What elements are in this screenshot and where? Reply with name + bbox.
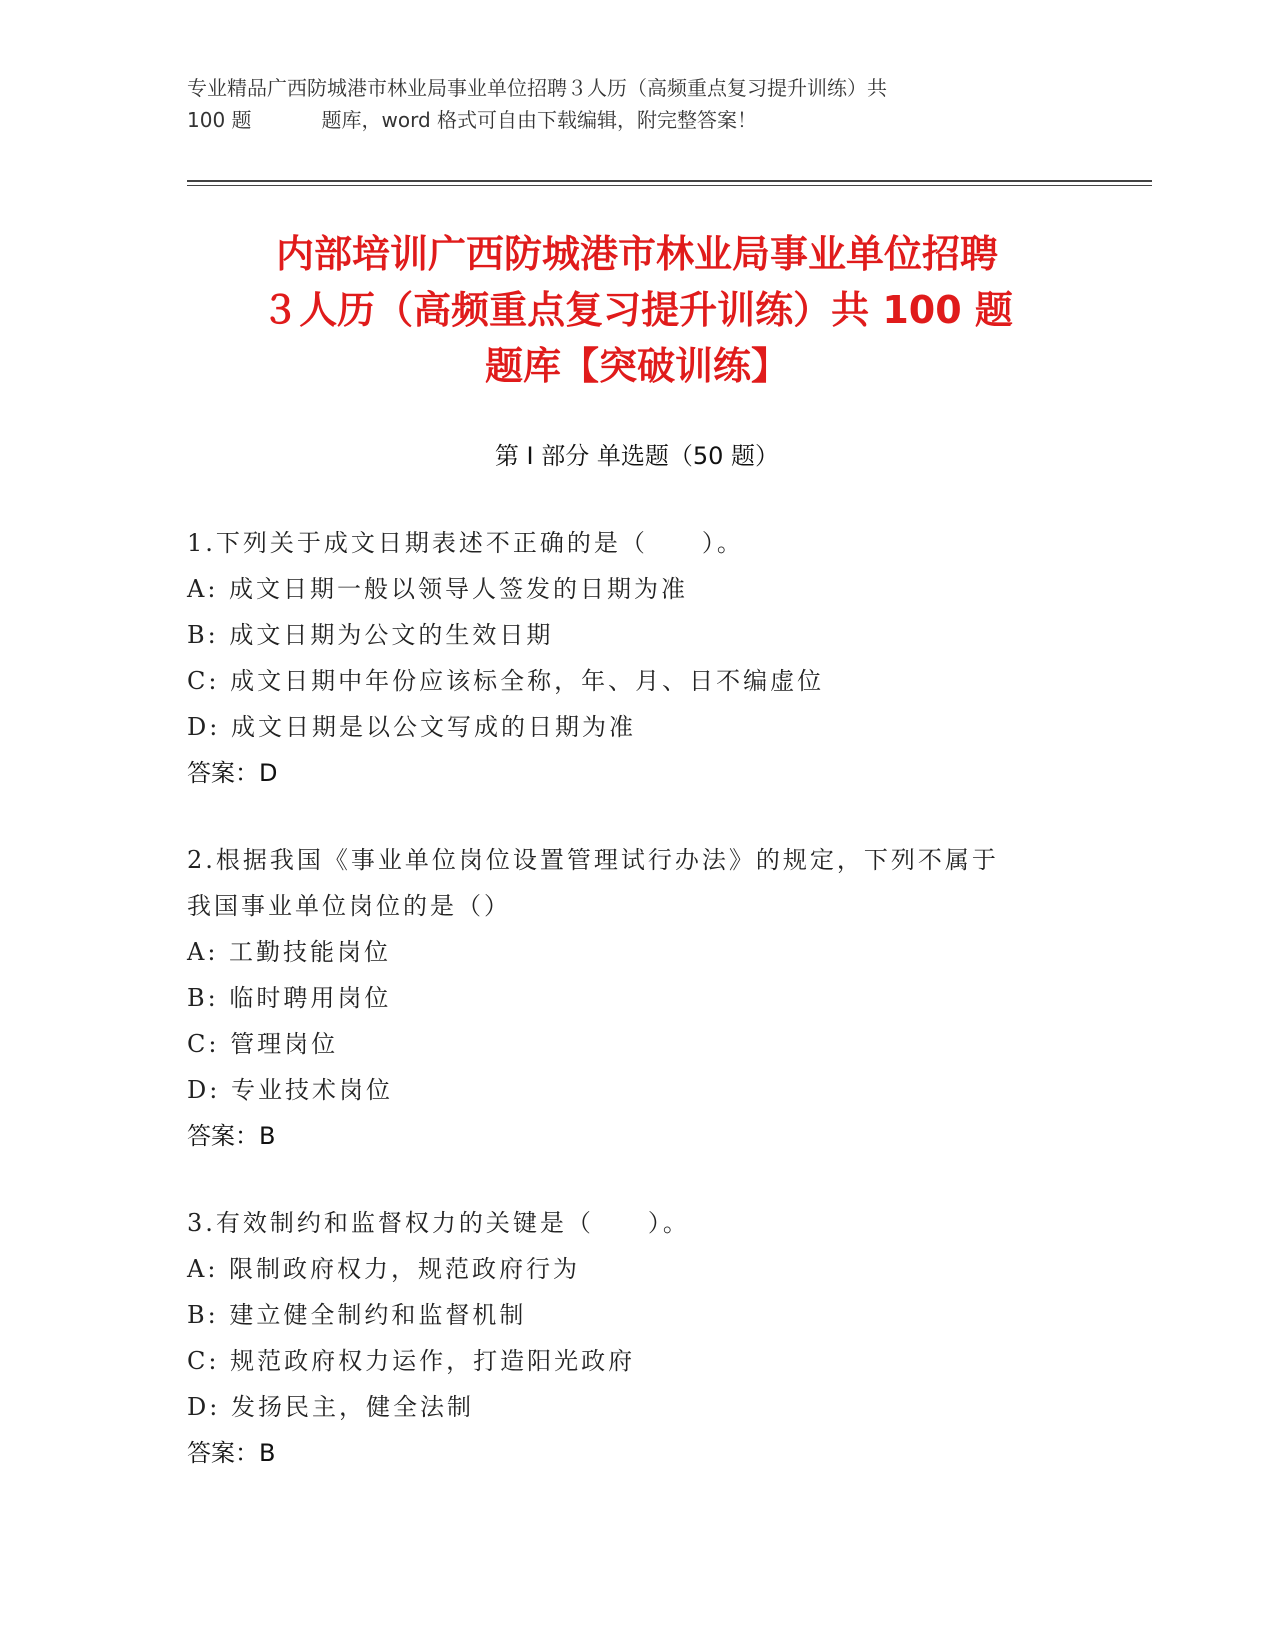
header-divider-thin (187, 185, 1152, 186)
option-b: B: 建立健全制约和监督机制 (187, 1301, 527, 1329)
question-2 (187, 837, 1087, 1159)
header-divider-thick (187, 180, 1152, 182)
answer: 答案：B (187, 1439, 276, 1467)
question-stem: 3.有效制约和监督权力的关键是（ ）。 (187, 1209, 690, 1237)
document-title-line2: ３人历（高频重点复习提升训练）共 100 题 (261, 288, 1013, 332)
document-title (187, 226, 1087, 394)
answer: 答案：B (187, 1122, 276, 1150)
question-stem: 2.根据我国《事业单位岗位设置管理试行办法》的规定，下列不属于 (187, 846, 999, 874)
option-d: D: 成文日期是以公文写成的日期为准 (187, 713, 636, 741)
answer: 答案：D (187, 759, 278, 787)
header-note-line2 (187, 104, 1087, 136)
option-c: C: 管理岗位 (187, 1030, 339, 1058)
question-stem: 1.下列关于成文日期表述不正确的是（ ）。 (187, 529, 744, 557)
option-a: A: 工勤技能岗位 (187, 938, 392, 966)
question-3 (187, 1200, 1087, 1476)
option-c: C: 规范政府权力运作，打造阳光政府 (187, 1347, 636, 1375)
option-b: B: 成文日期为公文的生效日期 (187, 621, 554, 649)
header-note-count: 100 题 (187, 108, 252, 132)
header-note-description: 题库，word 格式可自由下载编辑，附完整答案！ (321, 108, 758, 132)
option-c: C: 成文日期中年份应该标全称，年、月、日不编虚位 (187, 667, 825, 695)
question-1 (187, 520, 1087, 796)
header-note (187, 72, 1087, 136)
question-stem-continued: 我国事业单位岗位的是（） (187, 892, 511, 920)
document-title-line3: 题库【突破训练】 (484, 344, 789, 388)
document-title-line1: 内部培训广西防城港市林业局事业单位招聘 (275, 232, 998, 276)
option-b: B: 临时聘用岗位 (187, 984, 392, 1012)
header-note-line1: 专业精品广西防城港市林业局事业单位招聘３人历（高频重点复习提升训练）共 (187, 76, 887, 100)
option-a: A: 限制政府权力，规范政府行为 (187, 1255, 581, 1283)
option-d: D: 发扬民主，健全法制 (187, 1393, 474, 1421)
option-a: A: 成文日期一般以领导人签发的日期为准 (187, 575, 689, 603)
section-title: 第 I 部分 单选题（50 题） (494, 442, 780, 470)
option-d: D: 专业技术岗位 (187, 1076, 393, 1104)
